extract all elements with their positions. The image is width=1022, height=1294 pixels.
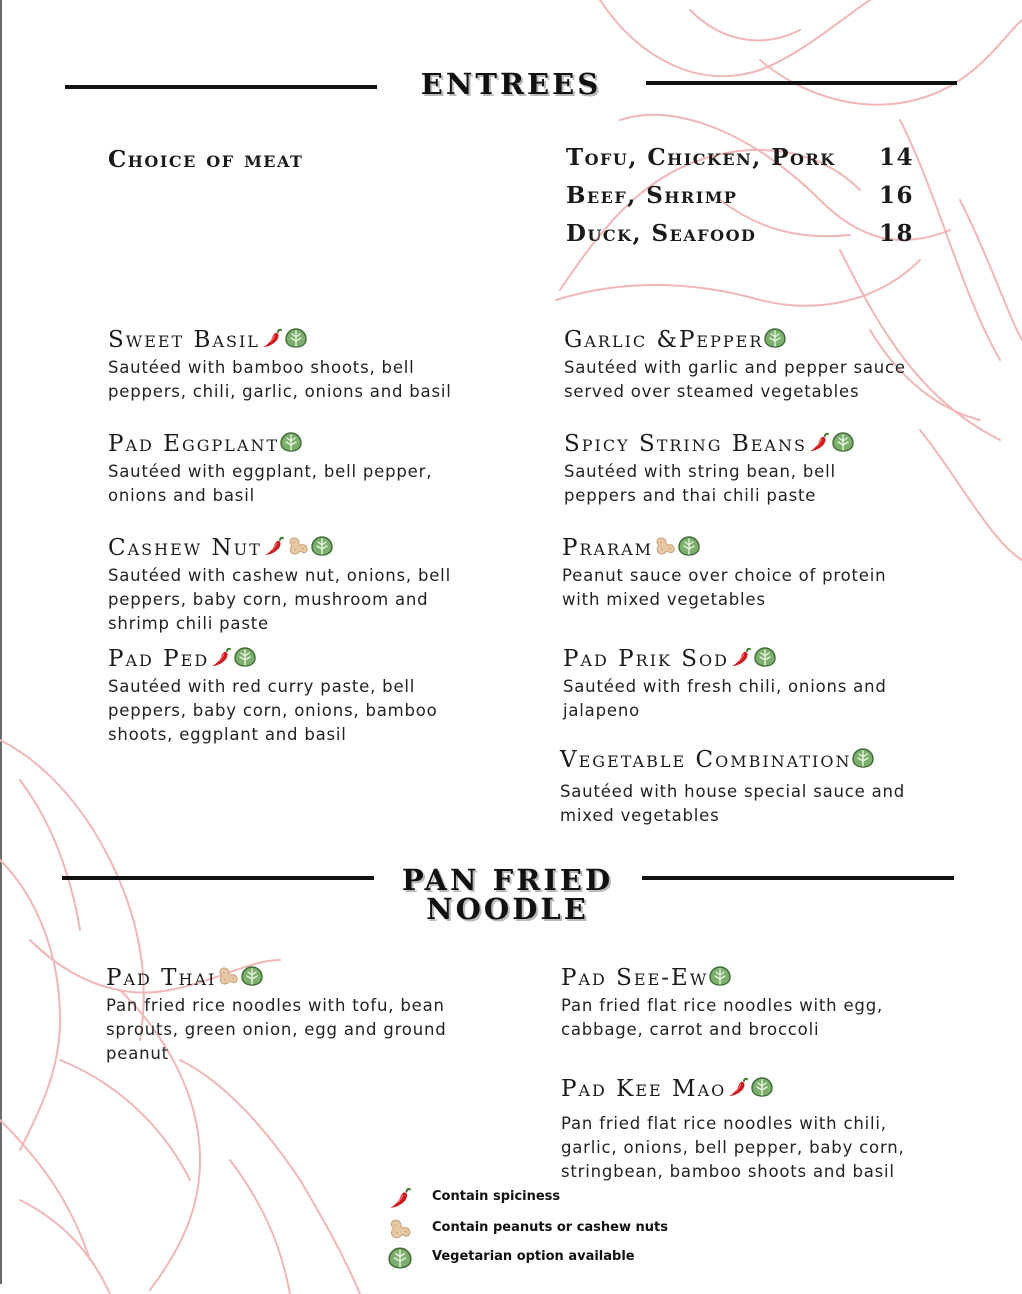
item-description-line: Sautéed with string bean, bell bbox=[564, 462, 836, 481]
menu-item-vegetable-combination bbox=[560, 746, 980, 828]
item-description-line: Sautéed with red curry paste, bell bbox=[108, 677, 416, 696]
item-description-line: peppers and thai chili paste bbox=[564, 486, 817, 505]
item-description-line: peppers, chili, garlic, onions and basil bbox=[108, 382, 452, 401]
entrees-rule-left bbox=[65, 85, 377, 89]
menu-item-garlic-pepper bbox=[564, 326, 934, 404]
menu-item-cashew-nut bbox=[108, 534, 478, 636]
item-name: Pad See-Ew bbox=[561, 965, 709, 991]
item-name: Pad Ped bbox=[108, 646, 210, 672]
chili-pepper-icon bbox=[387, 1186, 413, 1210]
chili-pepper-icon bbox=[726, 1076, 750, 1098]
noodle-rule-right bbox=[642, 876, 954, 880]
item-description-line: stringbean, bamboo shoots and basil bbox=[561, 1162, 895, 1181]
item-description-line: Pan fried flat rice noodles with egg, bbox=[561, 996, 884, 1015]
item-name: Pad Prik Sod bbox=[563, 646, 729, 672]
menu-item-spicy-string-beans bbox=[564, 430, 934, 508]
item-description-line: Peanut sauce over choice of protein bbox=[562, 566, 887, 585]
peanut-icon bbox=[387, 1217, 413, 1241]
entrees-rule-right bbox=[646, 81, 957, 85]
item-description-line: garlic, onions, bell pepper, baby corn, bbox=[561, 1138, 905, 1157]
item-name: Vegetable Combination bbox=[560, 747, 852, 773]
item-description bbox=[561, 994, 931, 1042]
chili-pepper-icon bbox=[807, 431, 831, 453]
item-description-line: shoots, eggplant and basil bbox=[108, 725, 347, 744]
peanut-icon bbox=[286, 535, 310, 557]
item-description-line: peppers, baby corn, mushroom and bbox=[108, 590, 429, 609]
item-description bbox=[108, 564, 478, 636]
price-row bbox=[566, 144, 915, 182]
vegetable-leaf-icon bbox=[831, 431, 855, 453]
price-meat-names: Tofu, Chicken, Pork bbox=[566, 144, 836, 171]
price-row bbox=[566, 182, 915, 220]
item-name: Pad Thai bbox=[106, 965, 217, 991]
item-description bbox=[561, 1112, 931, 1184]
vegetable-leaf-icon bbox=[233, 646, 257, 668]
menu-item-pad-prik-sod bbox=[563, 645, 933, 723]
vegetable-leaf-icon bbox=[851, 747, 875, 769]
item-description-line: Sautéed with bamboo shoots, bell bbox=[108, 358, 415, 377]
item-description bbox=[562, 564, 932, 612]
entrees-section-title: ENTREES bbox=[420, 67, 602, 101]
item-description bbox=[108, 356, 478, 404]
item-name: Garlic &Pepper bbox=[564, 327, 764, 353]
peanut-icon bbox=[216, 965, 240, 987]
vegetable-leaf-icon bbox=[750, 1076, 774, 1098]
legend-text: Contain peanuts or cashew nuts bbox=[432, 1220, 668, 1235]
item-description-line: Sautéed with eggplant, bell pepper, bbox=[108, 462, 433, 481]
item-name: Praram bbox=[562, 535, 654, 561]
item-description-line: served over steamed vegetables bbox=[564, 382, 860, 401]
menu-item-pad-kee-mao bbox=[561, 1075, 931, 1184]
price-value: 14 bbox=[879, 144, 915, 171]
chili-pepper-icon bbox=[729, 646, 753, 668]
noodle-title-line: NOODLE bbox=[426, 892, 589, 926]
item-description-line: Sautéed with garlic and pepper sauce bbox=[564, 358, 906, 377]
item-name: Spicy String Beans bbox=[564, 431, 807, 457]
vegetable-leaf-icon bbox=[708, 965, 732, 987]
choice-of-meat-label: Choice of meat bbox=[108, 146, 304, 173]
item-description-line: Pan fried rice noodles with tofu, bean bbox=[106, 996, 445, 1015]
price-value: 16 bbox=[879, 182, 915, 209]
item-description bbox=[560, 780, 980, 828]
item-description-line: jalapeno bbox=[563, 701, 640, 720]
item-description-line: shrimp chili paste bbox=[108, 614, 269, 633]
item-description bbox=[564, 460, 934, 508]
menu-item-pad-thai bbox=[106, 964, 476, 1066]
vegetable-leaf-icon bbox=[310, 535, 334, 557]
item-description-line: Pan fried flat rice noodles with chili, bbox=[561, 1114, 887, 1133]
item-description-line: cabbage, carrot and broccoli bbox=[561, 1020, 820, 1039]
price-meat-names: Duck, Seafood bbox=[566, 220, 757, 247]
page-left-border bbox=[0, 0, 2, 1284]
meat-price-list bbox=[566, 144, 915, 258]
chili-pepper-icon bbox=[209, 646, 233, 668]
item-description bbox=[563, 675, 933, 723]
item-description-line: with mixed vegetables bbox=[562, 590, 766, 609]
item-description bbox=[106, 994, 476, 1066]
item-description-line: peppers, baby corn, onions, bamboo bbox=[108, 701, 438, 720]
item-name: Pad Eggplant bbox=[108, 431, 280, 457]
item-description-line: sprouts, green onion, egg and ground bbox=[106, 1020, 447, 1039]
menu-item-pad-ped bbox=[108, 645, 478, 747]
menu-item-praram bbox=[562, 534, 932, 612]
item-description bbox=[564, 356, 934, 404]
item-description-line: Sautéed with fresh chili, onions and bbox=[563, 677, 887, 696]
item-description-line: peanut bbox=[106, 1044, 169, 1063]
item-description bbox=[108, 460, 478, 508]
item-description-line: onions and basil bbox=[108, 486, 255, 505]
price-row bbox=[566, 220, 915, 258]
chili-pepper-icon bbox=[260, 327, 284, 349]
item-description-line: Sautéed with cashew nut, onions, bell bbox=[108, 566, 451, 585]
item-description bbox=[108, 675, 478, 747]
vegetable-leaf-icon bbox=[240, 965, 264, 987]
item-description-line: mixed vegetables bbox=[560, 806, 720, 825]
chili-pepper-icon bbox=[262, 535, 286, 557]
legend-text: Contain spiciness bbox=[432, 1189, 561, 1204]
item-name: Sweet Basil bbox=[108, 327, 260, 353]
item-description-line: Sautéed with house special sauce and bbox=[560, 782, 906, 801]
peanut-icon bbox=[653, 535, 677, 557]
vegetable-leaf-icon bbox=[279, 431, 303, 453]
vegetable-leaf-icon bbox=[753, 646, 777, 668]
menu-item-pad-eggplant bbox=[108, 430, 478, 508]
vegetable-leaf-icon bbox=[284, 327, 308, 349]
item-name: Pad Kee Mao bbox=[561, 1076, 727, 1102]
noodle-title-line: PAN FRIED bbox=[401, 863, 614, 897]
legend-text: Vegetarian option available bbox=[432, 1249, 635, 1264]
menu-item-pad-see-ew bbox=[561, 964, 931, 1042]
price-meat-names: Beef, Shrimp bbox=[566, 182, 738, 209]
item-name: Cashew Nut bbox=[108, 535, 262, 561]
noodle-section-title bbox=[380, 863, 635, 926]
noodle-rule-left bbox=[62, 876, 374, 880]
menu-item-sweet-basil bbox=[108, 326, 478, 404]
vegetable-leaf-icon bbox=[677, 535, 701, 557]
price-value: 18 bbox=[879, 220, 915, 247]
vegetable-leaf-icon bbox=[763, 327, 787, 349]
vegetable-leaf-icon bbox=[387, 1246, 413, 1270]
